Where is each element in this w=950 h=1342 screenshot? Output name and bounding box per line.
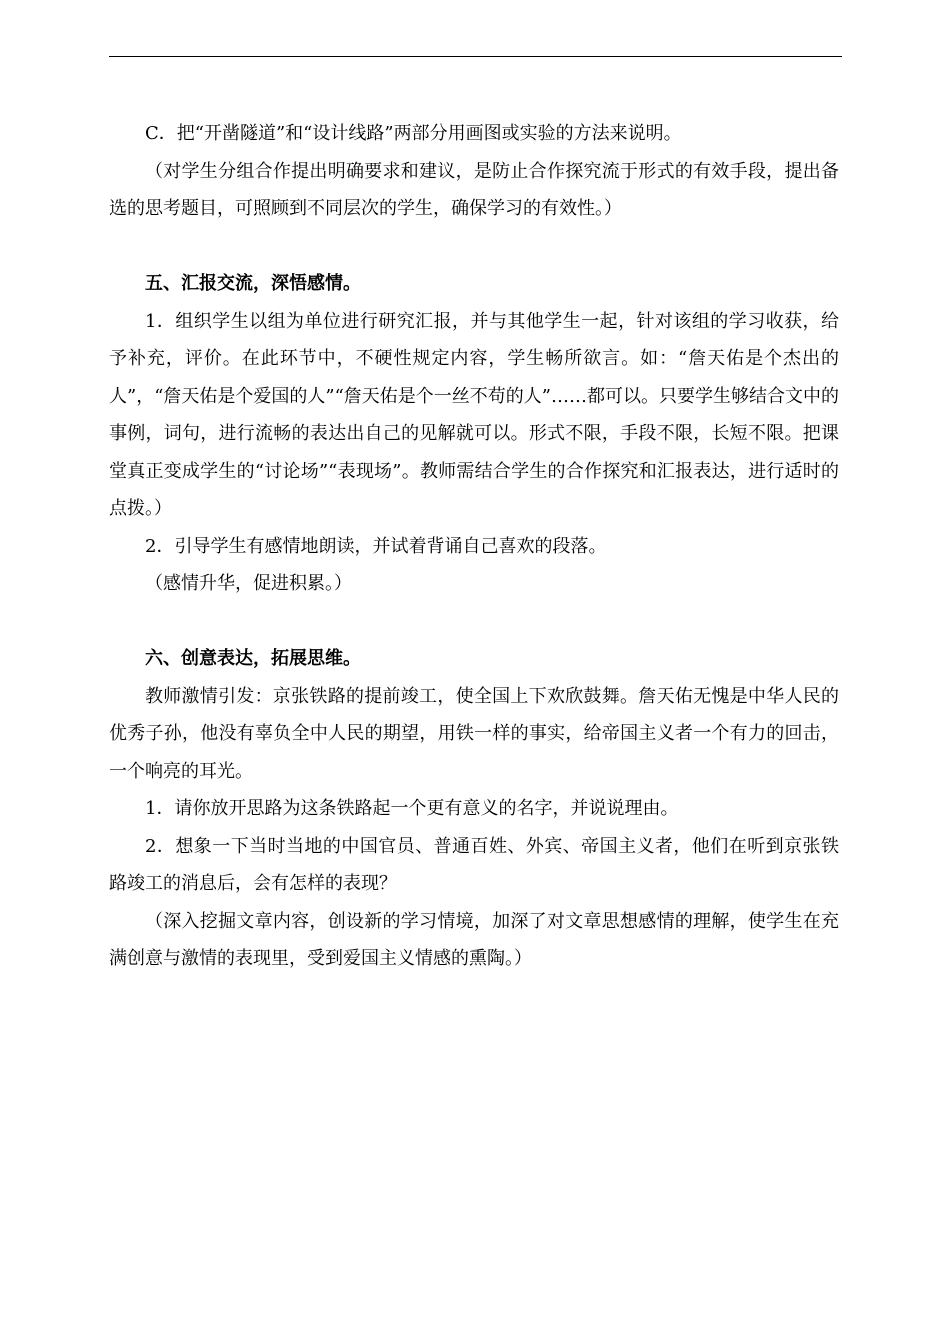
- paragraph-report-2: 2．引导学生有感情地朗读，并试着背诵自己喜欢的段落。: [145, 535, 607, 557]
- document-body: [109, 115, 839, 978]
- section-heading-five: 五、汇报交流，深悟感情。: [145, 273, 361, 294]
- paragraph-task-2: 2．想象一下当时当地的中国官员、普通百姓、外宾、帝国主义者，他们在听到京张铁路竣工的消息后，会有怎样的表现？: [109, 835, 839, 894]
- blank-line: [109, 603, 839, 641]
- section-heading-six: 六、创意表达，拓展思维。: [145, 648, 361, 669]
- paragraph-teacher-intro: 教师激情引发：京张铁路的提前竣工，使全国上下欢欣鼓舞。詹天佑无愧是中华人民的优秀子孙，他没有辜负全中人民的期望，用铁一样的事实，给帝国主义者一个有力的回击，一个响亮的耳光。: [109, 685, 839, 782]
- paragraph-task-1: 1．请你放开思路为这条铁路起一个更有意义的名字，并说说理由。: [145, 798, 679, 819]
- paragraph-note-emotion: （感情升华，促进积累。）: [145, 573, 352, 594]
- paragraph-report-1: 1．组织学生以组为单位进行研究汇报，并与其他学生一起，针对该组的学习收获，给予补充，评价。在此环节中，不硬性规定内容，学生畅所欲言。如：“詹天佑是个杰出的人”，“詹天佑是个爱国的人”“詹天佑是个一丝不苟的人”……都可以。只要学生够结合文中的事例，词句，进行流畅的表达出自己的见解就可以。形式不限，手段不限，长短不限。把课堂真正变成学生的“讨论场”“表现场”。教师需结合学生的合作探究和汇报表达，进行适时的点拨。）: [109, 310, 840, 519]
- paragraph-note-group-work: （对学生分组合作提出明确要求和建议，是防止合作探究流于形式的有效手段，提出备选的思考题目，可照顾到不同层次的学生，确保学习的有效性。）: [109, 160, 839, 219]
- blank-line: [109, 228, 839, 266]
- header-rule: [109, 56, 842, 57]
- paragraph-option-c: C．把“开凿隧道”和“设计线路”两部分用画图或实验的方法来说明。: [145, 123, 682, 144]
- paragraph-note-deepen: （深入挖掘文章内容，创设新的学习情境，加深了对文章思想感情的理解，使学生在充满创意与激情的表现里，受到爱国主义情感的熏陶。）: [109, 910, 839, 969]
